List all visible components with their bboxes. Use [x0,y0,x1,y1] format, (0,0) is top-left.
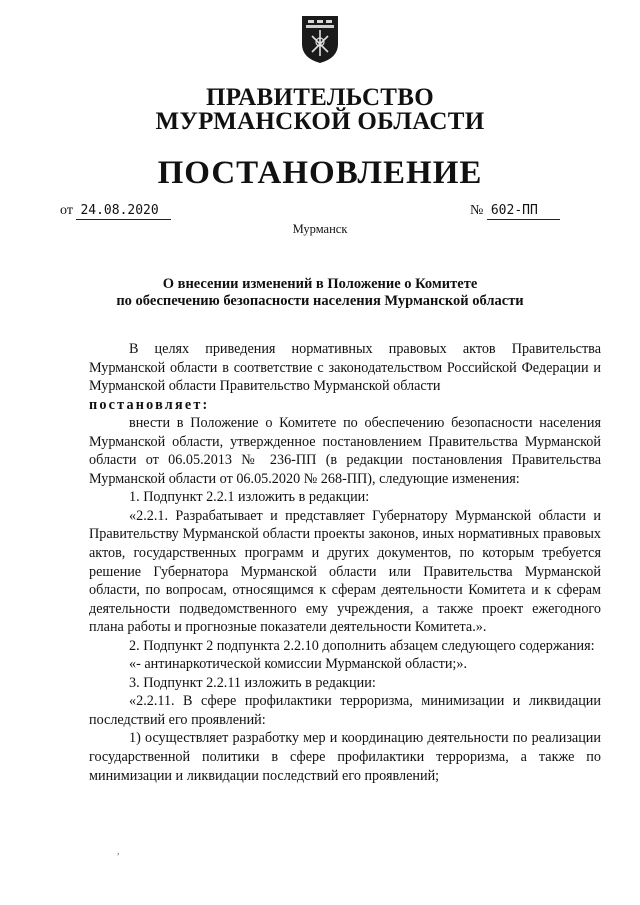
government-title-line1: ПРАВИТЕЛЬСТВО [206,84,434,111]
city-label: Мурманск [292,222,348,236]
subject-line1: О внесении изменений в Положение о Комитете [162,276,478,292]
item-1: 1. Подпункт 2.2.1 изложить в редакции: [129,489,370,506]
date-row [60,203,171,220]
item-2: 2. Подпункт 2 подпункта 2.2.10 дополнить абзацем следующего содержания: [129,637,595,654]
amendment-paragraph: внести в Положение о Комитете по обеспечению безопасности населения Мурманской области, утвержденное постановлением Правительства Мурманской области от 06.05.2013 № 236-ПП (в редакции постановления Правительства Мурманской области от 06.05.2020 № 268-ПП), следующие изменения: [89,415,601,487]
number-prefix: № [470,203,484,218]
item-3-subitem-1: 1) осуществляет разработку мер и координацию деятельности по реализации государственной политики в сфере профилактики терроризма, а также по минимизации и ликвидации последствий его проявлений; [89,730,601,784]
document-body [89,340,601,785]
document-type-title: ПОСТАНОВЛЕНИЕ [157,155,483,191]
document-number: 602-ПП [487,203,560,220]
document-date: 24.08.2020 [76,203,170,220]
intro-paragraph: В целях приведения нормативных правовых актов Правительства Мурманской области в соответствие с законодательством Российской Федерации и Мурманской области Правительство Мурманской области [89,341,601,395]
subject-line2: по обеспечению безопасности населения Мурманской области [116,293,524,309]
resolves-word: постановляет: [89,396,210,413]
item-1-text: «2.2.1. Разрабатывает и представляет Губернатору Мурманской области и Правительству Мурманской области проекты законов, иных нормативных правовых актов, государственных программ и других документов, по которым требуется решение Губернатора Мурманской области или Правительства Мурманской области, по вопросам, относящимся к сферам деятельности Комитета и к сферам деятельности подведомственного ему учреждения, а также проект ежегодного плана работы и прогнозные показатели деятельности Комитета.». [89,507,601,636]
government-title-line2: МУРМАНСКОЙ ОБЛАСТИ [155,108,485,135]
item-2-text: «- антинаркотической комиссии Мурманской области;». [129,656,467,673]
coat-of-arms-icon [300,14,340,64]
item-3-text: «2.2.11. В сфере профилактики терроризма, минимизации и ликвидации последствий его проявлений: [89,693,601,728]
item-3: 3. Подпункт 2.2.11 изложить в редакции: [129,674,376,691]
number-row [470,203,560,220]
date-prefix: от [60,203,73,218]
scan-mark: , [117,846,120,857]
